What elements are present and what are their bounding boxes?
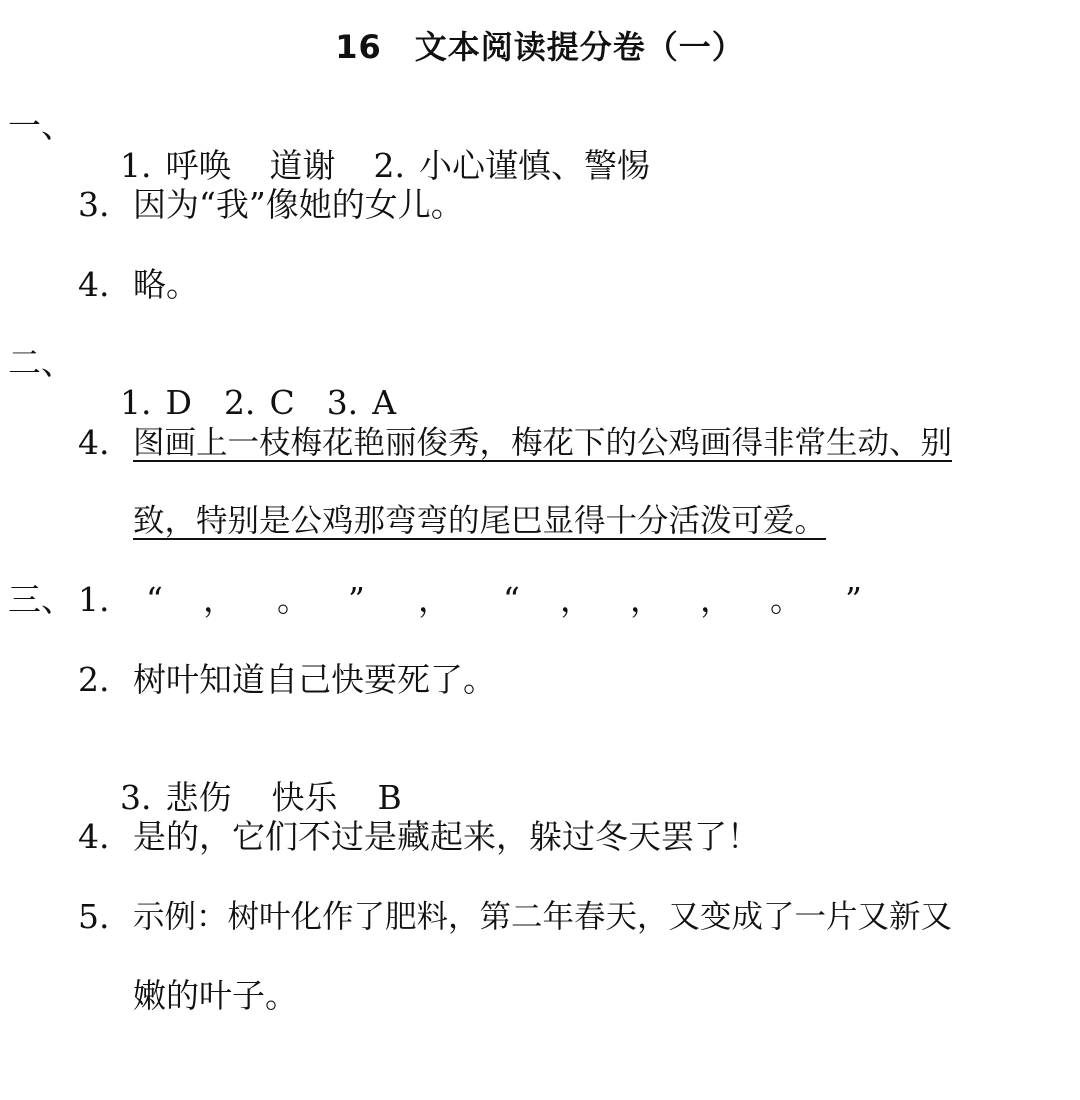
- q5-number: 5.: [78, 897, 110, 936]
- punctuation-mark: “: [146, 580, 163, 619]
- q1-number: 1.: [78, 580, 110, 619]
- punctuation-mark: ，: [203, 580, 236, 619]
- q1-answer: D: [165, 383, 192, 422]
- q1-answer-a: 呼唤: [165, 146, 232, 185]
- q1-answer-b: 道谢: [269, 146, 336, 185]
- punctuation-answer: [0, 580, 1080, 620]
- q1-number: 1.: [119, 383, 152, 422]
- punctuation-mark: 。: [770, 580, 803, 619]
- q3-answer-a: 悲伤: [165, 778, 232, 817]
- q3-answer-b: 快乐: [271, 778, 338, 817]
- punctuation-mark: ”: [348, 580, 365, 619]
- q3-number: 3.: [78, 185, 110, 224]
- section-two-marker: 二、: [8, 343, 74, 382]
- q4-number: 4.: [78, 265, 110, 304]
- q3-number: 3.: [119, 778, 152, 817]
- q3-answer-c: B: [377, 778, 402, 817]
- q2-answer: C: [269, 383, 295, 422]
- punctuation-mark: “: [503, 580, 520, 619]
- q2-number: 2.: [78, 660, 110, 699]
- q3-answer: 因为“我”像她的女儿。: [133, 185, 464, 224]
- section-three-marker: 三、: [8, 580, 74, 619]
- page-title: 16 文本阅读提分卷（一）: [335, 28, 745, 66]
- punctuation-mark: ”: [845, 580, 862, 619]
- punctuation-mark: ，: [560, 580, 593, 619]
- q4-number: 4.: [78, 817, 110, 856]
- q1-number: 1.: [119, 146, 152, 185]
- q2-number: 2.: [223, 383, 256, 422]
- q3-number: 3.: [326, 383, 359, 422]
- q2-answer: 小心谨慎、警惕: [418, 146, 650, 185]
- q4-number: 4.: [78, 423, 110, 462]
- q2-number: 2.: [373, 146, 405, 185]
- q4-answer-line-1: 图画上一枝梅花艳丽俊秀，梅花下的公鸡画得非常生动、别: [133, 425, 953, 461]
- punctuation-mark: 。: [277, 580, 310, 619]
- punctuation-mark: ，: [700, 580, 733, 619]
- q4-answer-line-2: 致，特别是公鸡那弯弯的尾巴显得十分活泼可爱。: [133, 503, 827, 539]
- q2-answer: 树叶知道自己快要死了。: [133, 660, 496, 699]
- q5-answer-line-2: 嫩的叶子。: [133, 976, 298, 1015]
- q3-answer: A: [372, 383, 397, 422]
- punctuation-mark: ，: [630, 580, 663, 619]
- punctuation-mark: ，: [418, 580, 451, 619]
- q4-answer: 是的，它们不过是藏起来，躲过冬天罢了！: [133, 817, 760, 856]
- q5-answer-line-1: 示例：树叶化作了肥料，第二年春天，又变成了一片又新又: [133, 899, 953, 935]
- q4-answer: 略。: [133, 265, 199, 304]
- section-one-marker: 一、: [8, 106, 74, 145]
